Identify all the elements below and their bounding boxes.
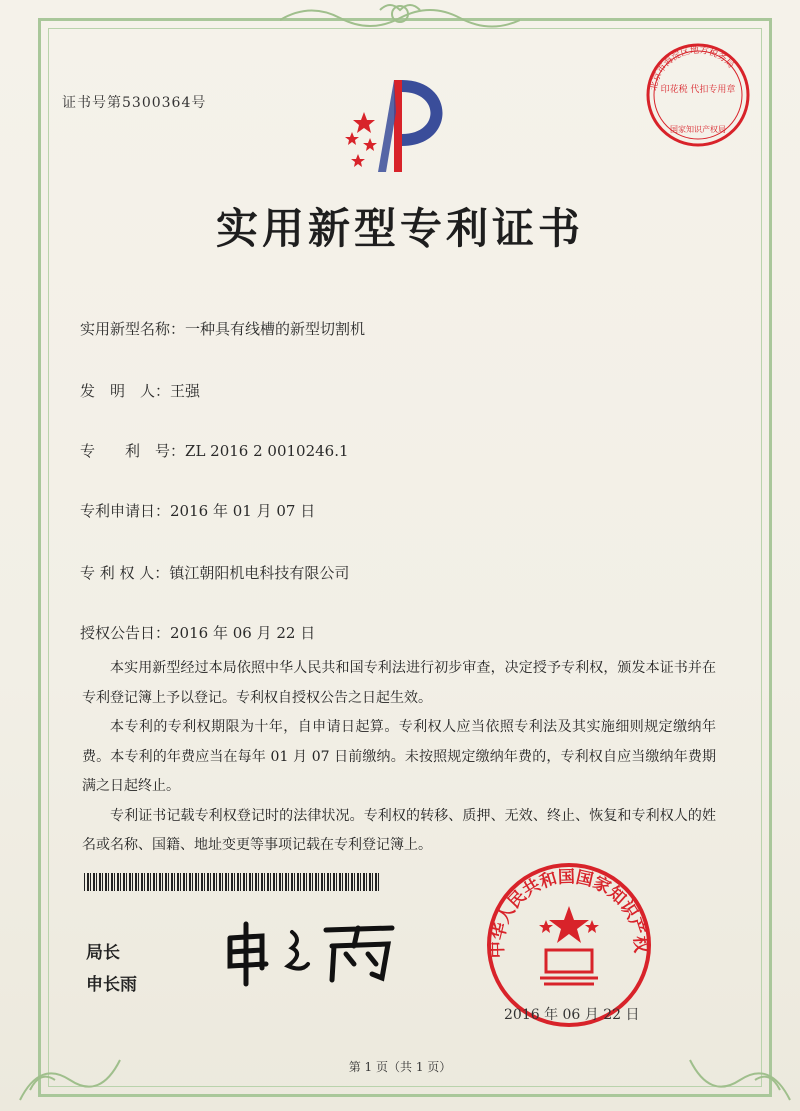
body-paragraph-1: 本实用新型经过本局依照中华人民共和国专利法进行初步审查，决定授予专利权，颁发本证书并在专利登记簿上予以登记。专利权自授权公告之日起生效。: [82, 660, 716, 706]
director-name: 申长雨: [86, 975, 137, 995]
tax-stamp-ring-text: 北京市海淀区地方税务局: [649, 45, 736, 92]
utility-model-name-value: 一种具有线槽的新型切割机: [185, 320, 366, 338]
body-paragraph-3: 专利证书记载专利权登记时的法律状况。专利权的转移、质押、无效、终止、恢复和专利权人的姓名或名称、国籍、地址变更等事项记载在专利登记簿上。: [82, 807, 716, 853]
svg-text:中华人民共和国国家知识产权局: [484, 860, 651, 958]
patent-number-value: ZL 2016 2 0010246.1: [185, 442, 349, 460]
grant-date-value: 2016 年 06 月 22 日: [170, 624, 316, 642]
patentee-value: 镇江朝阳机电科技有限公司: [169, 564, 350, 582]
seal-ring-text: 中华人民共和国国家知识产权: [487, 867, 651, 959]
tax-stamp-center-text: 印花税 代扣专用章: [660, 85, 736, 95]
certificate-body: [82, 654, 716, 861]
utility-model-name-field: [80, 318, 365, 339]
top-ornament-icon: [280, 0, 520, 34]
filing-date-label: 专利申请日：: [80, 502, 171, 520]
patentee-field: [80, 562, 349, 583]
utility-model-name-label: 实用新型名称：: [80, 320, 186, 338]
grant-date-label: 授权公告日：: [80, 624, 171, 642]
inventor-value: 王强: [170, 382, 201, 400]
barcode: [84, 873, 380, 891]
inventor-field: [80, 380, 200, 401]
patentee-label: 专 利 权 人：: [80, 564, 170, 582]
page-number: 第 1 页（共 1 页）: [348, 1060, 452, 1074]
grant-date-field: [80, 622, 315, 643]
director-title: 局长: [86, 943, 120, 963]
patent-number-field: [80, 440, 349, 461]
filing-date-value: 2016 年 01 月 07 日: [170, 502, 316, 520]
patent-office-emblem-icon: [336, 72, 466, 182]
patent-number-label: 专 利 号：: [80, 442, 186, 460]
seal-date: 2016 年 06 月 22 日: [504, 1007, 640, 1023]
tax-stamp-bottom-text: 国家知识产权局: [670, 125, 726, 134]
bottom-left-ornament-icon: [10, 1040, 130, 1110]
inventor-label: 发 明 人：: [80, 382, 171, 400]
filing-date-field: [80, 500, 315, 521]
certificate-number: 证书号第5300364号: [62, 95, 207, 111]
bottom-right-ornament-icon: [680, 1040, 800, 1110]
certificate-title: 实用新型专利证书: [215, 204, 584, 253]
director-signature: [222, 918, 412, 988]
tax-stamp: [638, 40, 758, 154]
body-paragraph-2: 本专利的专利权期限为十年，自申请日起算。专利权人应当依照专利法及其实施细则规定缴纳年费。本专利的年费应当在每年 01 月 07 日前缴纳。未按照规定缴纳年费的，专利权自应当缴纳年费期满之日起终止。: [82, 719, 716, 794]
